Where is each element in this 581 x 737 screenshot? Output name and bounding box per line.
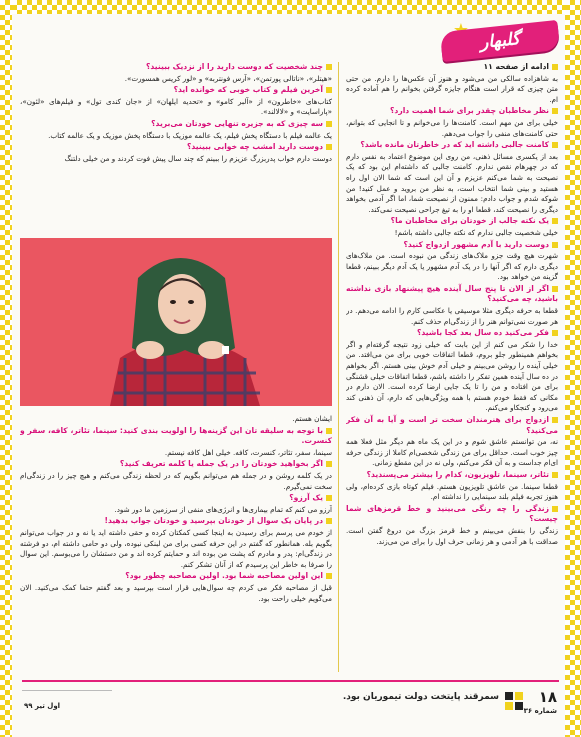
interview-answer: سینما، سفر، تئاتر، کنسرت، کافه. خیلی اهل کافه نیستم.	[164, 447, 332, 457]
footer-headline: سمرقند پایتخت دولت تیموریان بود.	[342, 692, 499, 702]
interview-answer: «هیتلر»، «ناتالی پورتمن»، «آرس فونتربه» و «لور کریس همسورت».	[124, 73, 332, 83]
interview-question: این اولین مصاحبه شما بود. اولین مصاحبه چطور بود؟	[20, 571, 332, 582]
checker-border-right	[565, 0, 581, 737]
continued-from-heading: ادامه از صفحه ۱۱	[346, 62, 558, 73]
interview-question: با توجه به سلیقه تان این گزینه‌ها را اولویت بندی کنید: سینما، تئاتر، کافه، سفر و کنسرت.	[20, 425, 332, 446]
checker-border-left	[0, 0, 12, 737]
interview-answer: بعد از یکسری مسائل ذهنی، من روی این موضوع اعتماد به نفس دارم که در چهرهام نقص ندارم. کامنت جالبی که داشته‌ام این بود که یک نصیحت به شما می‌کنم عزیزم و آن این است که شما الان اول راه هستید و بینی شما انتخاب است، به نظر من بروید و عمل کنید! من شوکه شدم و جواب دادم: ممنون از نصیحت شما، اما اگر آدمی بخواهد دیگری را نصیحت کند، قطعا او را به تیغ جراحی نصیحت نمی‌کند.	[346, 151, 558, 214]
interview-answer: ایشان هستم.	[292, 414, 332, 423]
interview-question: فکر می‌کنید ده سال بعد کجا باشید؟	[346, 328, 558, 339]
interview-answer: خیلی شخصیت جالبی ندارم که نکته جالبی داشته باشم!	[394, 227, 558, 237]
magazine-mark-icon	[503, 690, 525, 712]
right-column	[346, 62, 558, 670]
interview-answer: نه، من توانستم عاشق شوم و در این یک ماه هم دیگر مثل فعلا همه چیز خوب است. حداقل برای من زندگی شخصی‌ام کاملا از زندگی حرفه ای‌ام جداست و به آن فکر می‌کنم، ولی نه در این مقطع زمانی.	[346, 437, 558, 468]
checker-border-top	[12, 0, 565, 14]
interview-answer: قبل از مصاحبه فکر می کردم چه سوال‌هایی قرار است بپرسید و بعد گفتم حتما کمک می‌کنید. الان می‌گویم خیلی راحت بود.	[20, 582, 332, 603]
interview-question: آخرین فیلم و کتاب خوبی که خوانده اید؟	[20, 85, 332, 96]
interview-answer: یک عالمه فیلم با دستگاه پخش فیلم، یک عالمه موزیک با دستگاه پخش موزیک و یک عالمه کتاب.	[48, 130, 332, 140]
issue-date: اول تیر ۹۹	[24, 702, 61, 710]
interview-question: دوست دارید امشب چه خوابی ببینید؟	[20, 142, 332, 153]
left-column-top	[20, 62, 332, 232]
interview-answer: قطعا به حرفه دیگری مثلا موسیقی یا عکاسی کارم را ادامه می‌دهم. در هر صورت نمی‌توانم هنر را از زندگی‌ام حذف کنم.	[346, 306, 558, 326]
interview-answer: خدا را شکر می کنم از این بابت که خیلی زود نتیجه گرفته‌ام و اگر بخواهم همینطور جلو بروم، قطعا اتفاقات خوبی برای من می‌افتد. من خیلی آینده را روشن می‌بینم و خیلی آدم خوش بینی هستم. اگر بخواهم در ده سال آینده همین تفکر را داشته باشم، قطعا اتفاقات خیلی قشنگی برای من افتاده و من را تا یک جایی ارضا کرده است. الان دارم در مکانی که فقط خودم هستم با همه ویژگی‌هایی که دارم، آن ذهنی کند می‌رود و کنجکاو می‌کنم.	[346, 339, 558, 413]
interview-answer: کتاب‌های «خاطرون» از «آلبر کامو» و «تحدیه ایلهان» از «جان کندی تول» و فیلم‌های «لئون»، «پاراسایت» و «لالالند».	[20, 96, 332, 117]
interview-question: نظر مخاطبان چقدر برای شما اهمیت دارد؟	[346, 106, 558, 117]
interview-answer: به شاهزاده سالکی من می‌شود و هنوز آن عکس‌ها را دارم. من حتی متن چیزی که قرار است هنگام جایزه گرفتن بخوانم را هم آماده کرده ام.	[346, 73, 558, 104]
interview-answer: در یک کلمه روشن و در جمله هم می‌توانم بگویم که در لحظه زندگی می‌کنم و هیچ چیز را در زندگی‌ام سخت نمی‌گیرم.	[20, 470, 332, 491]
interview-question: اگر از الان تا پنج سال آینده هیچ پیشنهاد بازی نداشته باشید، چه می‌کنید؟	[346, 283, 558, 304]
interview-question: کامنت جالبی داشته اید که در خاطرتان مانده باشد؟	[346, 140, 558, 151]
section-logo-text: گلبهار	[479, 28, 521, 54]
left-column-bottom	[20, 414, 332, 670]
interview-answer: از خودم می پرسم برای رسیدن به اینجا کسی کمکتان کرده و حقی داشته اید یا نه و در جواب می‌توانم بگویم بله. همانطور که گفتم در این حرفه کسی برای من لبنکی نبوده، ولی دو حامی داشته ام، دو فرشته در زندگی‌ام: پدر و مادرم که پشت من بوده اند و حمایتم کرده اند و من دستشان را می‌بوسم. این سوال را صرفا به خاطر این پرسیدم که از آنان تشکر کنم.	[20, 527, 332, 569]
footer-rule-thin	[22, 690, 112, 691]
interview-question: یک آرزو؟	[20, 493, 332, 504]
interview-question: تئاتر، سینما، تلویزیون، کدام را بیشتر می‌پسندید؟	[346, 470, 558, 481]
interview-question: زندگی را چه رنگی می‌بینید و خط قرمزهای شما چیست؟	[346, 503, 558, 524]
interview-answer: زندگی را بنفش می‌بینم و خط قرمز بزرگ من دروغ گفتن است. صداقت با هر آدمی و هر زمانی حرف اول را برای من می‌زند.	[346, 525, 558, 546]
footer-rule	[22, 680, 559, 682]
interview-answer: دوست دارم خواب پدربزرگ عزیزم را ببینم که چند سال پیش فوت کردند و من خیلی دلتنگ	[64, 153, 332, 163]
face	[158, 274, 206, 334]
portrait-photo	[20, 238, 332, 406]
issue-number: شماره ۳۶	[523, 707, 557, 715]
interview-question: ازدواج برای هنرمندان سخت تر است و آیا به آن فکر می‌کنید؟	[346, 415, 558, 435]
interview-question: در پایان یک سوال از خودتان بپرسید و خودتان جواب بدهید!	[20, 516, 332, 527]
interview-question: اگر بخواهید خودتان را در یک جمله یا کلمه تعریف کنید؟	[20, 459, 332, 470]
interview-question: یک نکته جالب از خودتان برای مخاطبان ما؟	[346, 216, 558, 227]
interview-question: دوست دارید با آدم مشهور ازدواج کنید؟	[346, 240, 558, 251]
column-divider	[338, 62, 339, 672]
portrait-illustration	[20, 238, 332, 406]
interview-answer: قطعا سینما. من عاشق تلویزیون هستم. فیلم کوتاه بازی کرده‌ام، ولی هنوز تجربه فیلم بلند سینمایی را نداشته ام.	[346, 481, 558, 502]
interview-answer: شهرت هیچ وقت جزو ملاک‌های زندگی من نبوده است. من ملاک‌های دیگری دارم که اگر آنها را در یک آدم مشهور یا یک آدم دیگر ببینم، قطعا گزینه من خواهد بود.	[346, 251, 558, 282]
page-number: ۱۸	[538, 688, 557, 706]
interview-answer: خیلی برای من مهم است. کامنت‌ها را می‌خوانم و تا انجایی که بتوانم، حتی کامنت‌های منفی را جواب می‌دهم.	[346, 117, 558, 138]
interview-answer: آرزو می کنم که تمام بیماری‌ها و انرژی‌های منفی از سرزمین ما دور شود.	[114, 504, 332, 514]
interview-question: سه چیزی که به جزیره تنهایی خودتان می‌برید؟	[20, 119, 332, 130]
interview-question: چند شخصیت که دوست دارید را از نزدیک ببینید؟	[20, 62, 332, 73]
